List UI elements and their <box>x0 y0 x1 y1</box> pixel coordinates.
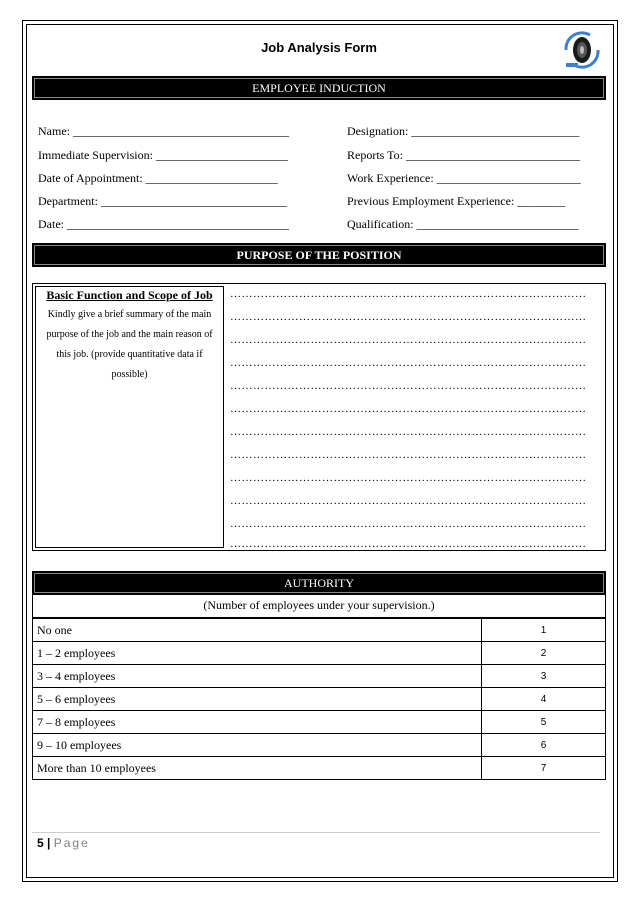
reports-to-field[interactable]: Reports To: _____________________________ <box>347 148 580 162</box>
authority-option-label: No one <box>33 619 482 642</box>
answer-line[interactable]: ………………………………………………………………………………… <box>230 311 587 323</box>
authority-option-score[interactable]: 3 <box>482 665 606 688</box>
authority-option-score[interactable]: 7 <box>482 757 606 780</box>
authority-option-score[interactable]: 4 <box>482 688 606 711</box>
purpose-header: PURPOSE OF THE POSITION <box>32 243 606 267</box>
table-row[interactable] <box>33 757 606 780</box>
answer-line[interactable]: ………………………………………………………………………………… <box>230 403 587 415</box>
authority-table <box>32 618 606 780</box>
authority-option-label: 7 – 8 employees <box>33 711 482 734</box>
previous-employment-field[interactable]: Previous Employment Experience: ________ <box>347 194 566 208</box>
tire-logo-icon <box>560 30 604 70</box>
department-field[interactable]: Department: _______________________________ <box>38 194 287 208</box>
answer-line[interactable]: ………………………………………………………………………………… <box>230 357 587 369</box>
table-row[interactable] <box>33 642 606 665</box>
authority-option-label: 3 – 4 employees <box>33 665 482 688</box>
employee-induction-header: EMPLOYEE INDUCTION <box>32 76 606 100</box>
answer-line[interactable]: ………………………………………………………………………………… <box>230 426 587 438</box>
name-field[interactable]: Name: ____________________________________ <box>38 124 289 138</box>
date-field[interactable]: Date: _____________________________________ <box>38 217 289 231</box>
authority-option-score[interactable]: 5 <box>482 711 606 734</box>
immediate-supervision-field[interactable]: Immediate Supervision: ______________________ <box>38 148 288 162</box>
designation-field[interactable]: Designation: ____________________________ <box>347 124 580 138</box>
answer-line[interactable]: ………………………………………………………………………………… <box>230 334 587 346</box>
answer-line[interactable]: ………………………………………………………………………………… <box>230 288 587 300</box>
authority-option-score[interactable]: 6 <box>482 734 606 757</box>
answer-line[interactable]: ………………………………………………………………………………… <box>230 472 587 484</box>
authority-option-label: 9 – 10 employees <box>33 734 482 757</box>
authority-option-label: 5 – 6 employees <box>33 688 482 711</box>
basic-function-heading: Basic Function and Scope of Job <box>46 288 213 302</box>
answer-line[interactable]: ………………………………………………………………………………… <box>230 380 587 392</box>
table-row[interactable] <box>33 619 606 642</box>
table-row[interactable] <box>33 711 606 734</box>
page-word: Page <box>53 836 90 850</box>
basic-function-description: Kindly give a brief summary of the main purpose of the job and the main reason of this job. (provide quantitative data if possible) <box>46 309 213 380</box>
authority-option-score[interactable]: 1 <box>482 619 606 642</box>
footer-divider <box>32 832 600 833</box>
authority-subtitle: (Number of employees under your supervision.) <box>32 594 606 618</box>
date-of-appointment-field[interactable]: Date of Appointment: ______________________ <box>38 171 278 185</box>
answer-line[interactable]: ………………………………………………………………………………… <box>230 538 587 550</box>
table-row[interactable] <box>33 734 606 757</box>
purpose-instructions <box>35 286 224 548</box>
authority-option-label: 1 – 2 employees <box>33 642 482 665</box>
page-title: Job Analysis Form <box>261 40 377 55</box>
page-footer <box>37 836 90 850</box>
table-row[interactable] <box>33 665 606 688</box>
answer-line[interactable]: ………………………………………………………………………………… <box>230 449 587 461</box>
answer-line[interactable]: ………………………………………………………………………………… <box>230 518 587 530</box>
page-separator: | <box>43 836 54 850</box>
answer-line[interactable]: ………………………………………………………………………………… <box>230 495 587 507</box>
authority-option-score[interactable]: 2 <box>482 642 606 665</box>
authority-header: AUTHORITY <box>32 571 606 595</box>
page-number: 5 <box>37 836 44 850</box>
table-row[interactable] <box>33 688 606 711</box>
qualification-field[interactable]: Qualification: ___________________________ <box>347 217 579 231</box>
work-experience-field[interactable]: Work Experience: ________________________ <box>347 171 581 185</box>
authority-option-label: More than 10 employees <box>33 757 482 780</box>
